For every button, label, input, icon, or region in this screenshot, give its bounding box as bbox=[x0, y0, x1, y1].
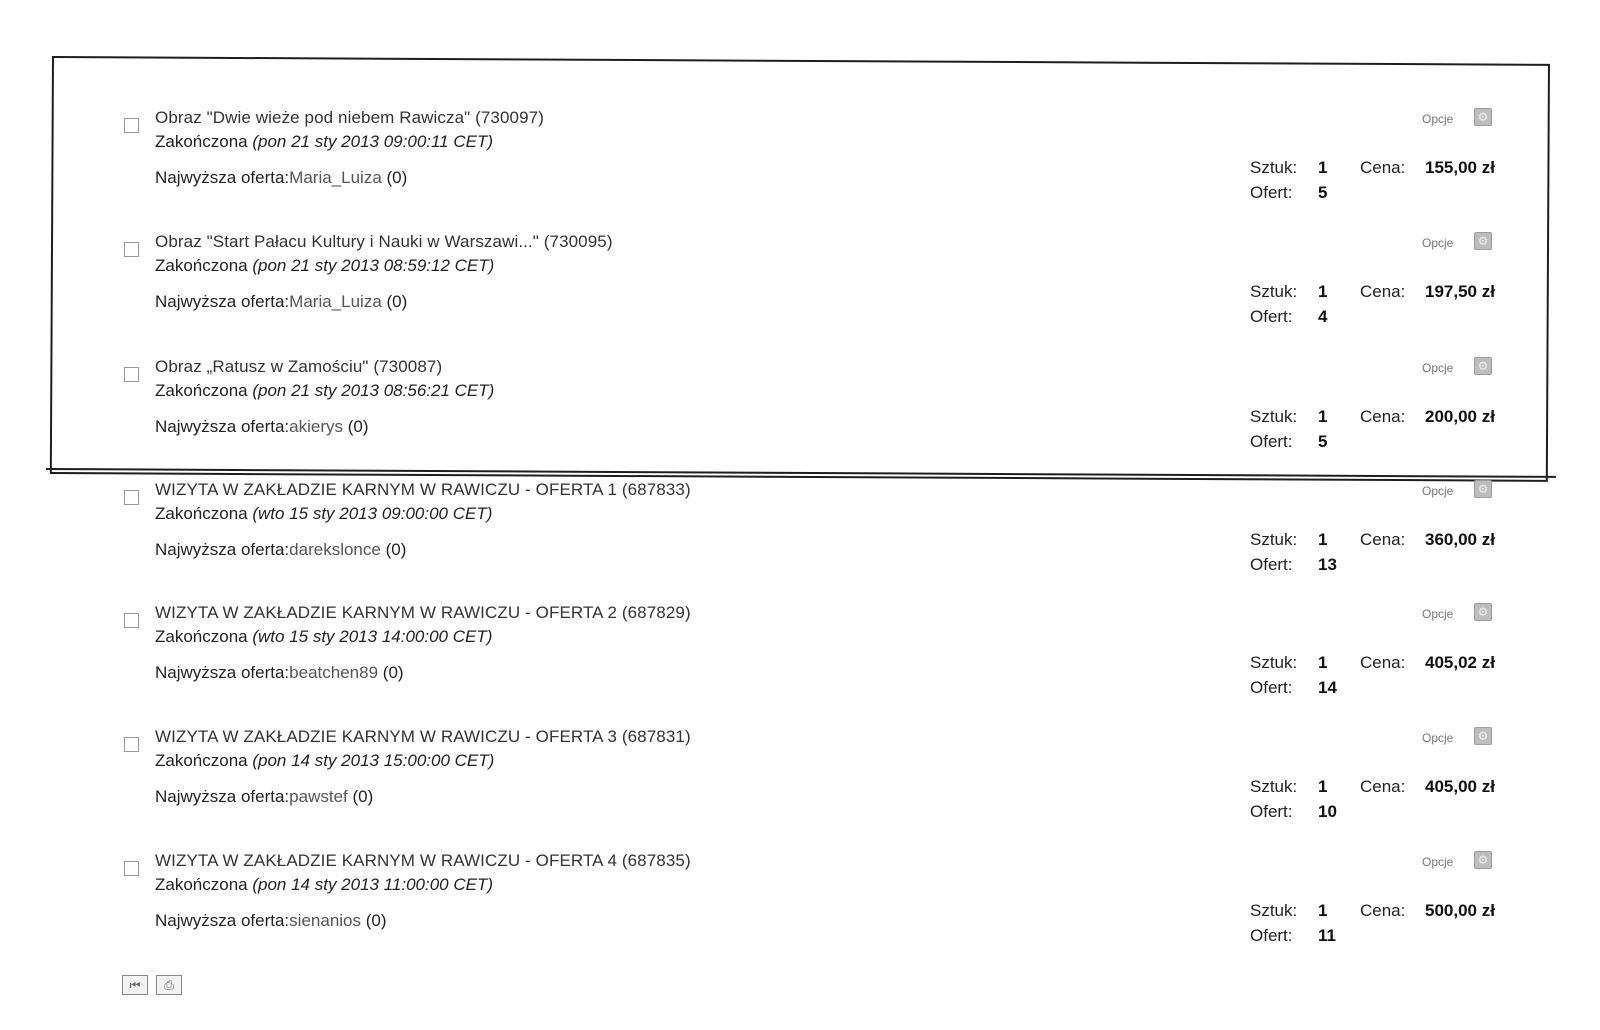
price-value: 405,02 zł bbox=[1425, 653, 1495, 672]
end-date: (pon 14 sty 2013 15:00:00 CET) bbox=[252, 751, 495, 770]
pager bbox=[122, 975, 190, 995]
list-item bbox=[0, 727, 1600, 847]
bidder-link[interactable]: sienanios bbox=[289, 911, 361, 930]
status-label: Zakończona bbox=[155, 627, 248, 646]
options-gear-icon[interactable]: ⚙ bbox=[1474, 108, 1492, 126]
end-date: (pon 21 sty 2013 09:00:11 CET) bbox=[252, 132, 494, 151]
qty-label: Sztuk: bbox=[1250, 407, 1298, 426]
item-title[interactable]: WIZYTA W ZAKŁADZIE KARNYM W RAWICZU - OFERTA 3 (687831) bbox=[155, 727, 691, 746]
price-value: 500,00 zł bbox=[1425, 901, 1495, 920]
highest-bid-label: Najwyższa oferta: bbox=[155, 540, 290, 559]
options-link[interactable]: Opcje bbox=[1422, 607, 1454, 621]
qty-value: 1 bbox=[1318, 777, 1328, 796]
item-title[interactable]: WIZYTA W ZAKŁADZIE KARNYM W RAWICZU - OFERTA 2 (687829) bbox=[155, 603, 691, 622]
item-checkbox[interactable] bbox=[124, 367, 139, 382]
offers-value: 5 bbox=[1318, 183, 1328, 202]
offers-value: 5 bbox=[1318, 432, 1328, 451]
status-label: Zakończona bbox=[155, 875, 248, 894]
item-checkbox[interactable] bbox=[124, 737, 139, 752]
offers-label: Ofert: bbox=[1250, 183, 1293, 202]
qty-value: 1 bbox=[1318, 530, 1328, 549]
options-gear-icon[interactable]: ⚙ bbox=[1474, 357, 1492, 375]
qty-value: 1 bbox=[1318, 282, 1328, 301]
offers-value: 14 bbox=[1318, 678, 1337, 697]
bidder-link[interactable]: pawstef bbox=[289, 787, 348, 806]
offers-value: 11 bbox=[1318, 926, 1336, 945]
price-value: 155,00 zł bbox=[1425, 158, 1495, 177]
bidder-score: (0) bbox=[347, 417, 369, 436]
list-item bbox=[0, 232, 1600, 352]
qty-label: Sztuk: bbox=[1250, 653, 1298, 672]
end-date: (wto 15 sty 2013 14:00:00 CET) bbox=[252, 627, 493, 646]
bidder-score: (0) bbox=[382, 663, 404, 682]
offers-label: Ofert: bbox=[1250, 678, 1293, 697]
highest-bid-label: Najwyższa oferta: bbox=[155, 417, 290, 436]
offers-value: 13 bbox=[1318, 555, 1337, 574]
bidder-link[interactable]: beatchen89 bbox=[289, 663, 379, 682]
offers-value: 4 bbox=[1318, 307, 1328, 326]
item-status bbox=[155, 627, 492, 647]
bidder-link[interactable]: darekslonce bbox=[289, 540, 381, 559]
list-item bbox=[0, 480, 1600, 600]
price-value: 200,00 zł bbox=[1425, 407, 1495, 426]
item-status bbox=[155, 875, 493, 895]
options-link[interactable]: Opcje bbox=[1422, 484, 1454, 498]
highest-bid bbox=[155, 787, 373, 807]
list-item bbox=[0, 357, 1600, 477]
qty-label: Sztuk: bbox=[1250, 282, 1298, 301]
highest-bid-label: Najwyższa oferta: bbox=[155, 911, 290, 930]
options-link[interactable]: Opcje bbox=[1422, 361, 1454, 375]
first-page-icon[interactable]: ⏮ bbox=[122, 975, 148, 995]
item-checkbox[interactable] bbox=[124, 242, 139, 257]
bidder-link[interactable]: Maria_Luiza bbox=[289, 292, 382, 311]
price-label: Cena: bbox=[1360, 407, 1406, 426]
qty-value: 1 bbox=[1318, 407, 1328, 426]
bidder-link[interactable]: akierys bbox=[289, 417, 344, 436]
end-date: (pon 21 sty 2013 08:59:12 CET) bbox=[252, 256, 495, 275]
options-link[interactable]: Opcje bbox=[1422, 236, 1454, 250]
options-gear-icon[interactable]: ⚙ bbox=[1474, 851, 1492, 869]
highest-bid bbox=[155, 663, 404, 683]
options-link[interactable]: Opcje bbox=[1422, 731, 1454, 745]
item-status bbox=[155, 381, 494, 401]
options-link[interactable]: Opcje bbox=[1422, 112, 1454, 126]
item-title[interactable]: WIZYTA W ZAKŁADZIE KARNYM W RAWICZU - OFERTA 1 (687833) bbox=[155, 480, 691, 499]
end-date: (pon 14 sty 2013 11:00:00 CET) bbox=[252, 875, 494, 894]
price-label: Cena: bbox=[1360, 530, 1406, 549]
offers-label: Ofert: bbox=[1250, 307, 1293, 326]
status-label: Zakończona bbox=[155, 132, 248, 151]
item-title[interactable]: Obraz „Ratusz w Zamościu" (730087) bbox=[155, 357, 443, 376]
list-item bbox=[0, 108, 1600, 228]
print-icon[interactable]: ⎙ bbox=[156, 975, 182, 995]
qty-label: Sztuk: bbox=[1250, 777, 1298, 796]
item-title[interactable]: WIZYTA W ZAKŁADZIE KARNYM W RAWICZU - OFERTA 4 (687835) bbox=[155, 851, 691, 870]
item-checkbox[interactable] bbox=[124, 613, 139, 628]
price-value: 360,00 zł bbox=[1425, 530, 1495, 549]
highest-bid bbox=[155, 168, 407, 188]
options-gear-icon[interactable]: ⚙ bbox=[1474, 232, 1492, 250]
item-checkbox[interactable] bbox=[124, 490, 139, 505]
status-label: Zakończona bbox=[155, 504, 248, 523]
qty-value: 1 bbox=[1318, 653, 1328, 672]
highest-bid bbox=[155, 911, 387, 931]
options-gear-icon[interactable]: ⚙ bbox=[1474, 603, 1492, 621]
item-title[interactable]: Obraz "Dwie wieże pod niebem Rawicza" (730097) bbox=[155, 108, 544, 127]
item-status bbox=[155, 132, 493, 152]
status-label: Zakończona bbox=[155, 381, 248, 400]
qty-value: 1 bbox=[1318, 158, 1328, 177]
list-item bbox=[0, 603, 1600, 723]
offers-label: Ofert: bbox=[1250, 926, 1293, 945]
highest-bid-label: Najwyższa oferta: bbox=[155, 787, 290, 806]
bidder-score: (0) bbox=[385, 540, 407, 559]
highest-bid bbox=[155, 540, 406, 560]
item-title[interactable]: Obraz "Start Pałacu Kultury i Nauki w Warszawi..." (730095) bbox=[155, 232, 613, 251]
qty-label: Sztuk: bbox=[1250, 530, 1298, 549]
price-label: Cena: bbox=[1360, 282, 1406, 301]
end-date: (pon 21 sty 2013 08:56:21 CET) bbox=[252, 381, 495, 400]
price-label: Cena: bbox=[1360, 901, 1406, 920]
bidder-link[interactable]: Maria_Luiza bbox=[289, 168, 382, 187]
highest-bid-label: Najwyższa oferta: bbox=[155, 292, 290, 311]
bidder-score: (0) bbox=[365, 911, 387, 930]
price-value: 405,00 zł bbox=[1425, 777, 1495, 796]
price-label: Cena: bbox=[1360, 777, 1406, 796]
price-value: 197,50 zł bbox=[1425, 282, 1495, 301]
status-label: Zakończona bbox=[155, 751, 248, 770]
qty-value: 1 bbox=[1318, 901, 1328, 920]
bidder-score: (0) bbox=[352, 787, 374, 806]
qty-label: Sztuk: bbox=[1250, 158, 1298, 177]
item-checkbox[interactable] bbox=[124, 861, 139, 876]
options-gear-icon[interactable]: ⚙ bbox=[1474, 480, 1492, 498]
options-link[interactable]: Opcje bbox=[1422, 855, 1454, 869]
bidder-score: (0) bbox=[386, 168, 408, 187]
end-date: (wto 15 sty 2013 09:00:00 CET) bbox=[252, 504, 493, 523]
item-status bbox=[155, 504, 492, 524]
bidder-score: (0) bbox=[386, 292, 408, 311]
status-label: Zakończona bbox=[155, 256, 248, 275]
offers-label: Ofert: bbox=[1250, 802, 1293, 821]
offers-value: 10 bbox=[1318, 802, 1337, 821]
price-label: Cena: bbox=[1360, 158, 1406, 177]
qty-label: Sztuk: bbox=[1250, 901, 1298, 920]
price-label: Cena: bbox=[1360, 653, 1406, 672]
item-status bbox=[155, 256, 494, 276]
highest-bid bbox=[155, 292, 407, 312]
list-item bbox=[0, 851, 1600, 971]
highest-bid-label: Najwyższa oferta: bbox=[155, 663, 290, 682]
item-status bbox=[155, 751, 494, 771]
options-gear-icon[interactable]: ⚙ bbox=[1474, 727, 1492, 745]
highest-bid bbox=[155, 417, 369, 437]
offers-label: Ofert: bbox=[1250, 432, 1293, 451]
offers-label: Ofert: bbox=[1250, 555, 1293, 574]
item-checkbox[interactable] bbox=[124, 118, 139, 133]
highest-bid-label: Najwyższa oferta: bbox=[155, 168, 290, 187]
